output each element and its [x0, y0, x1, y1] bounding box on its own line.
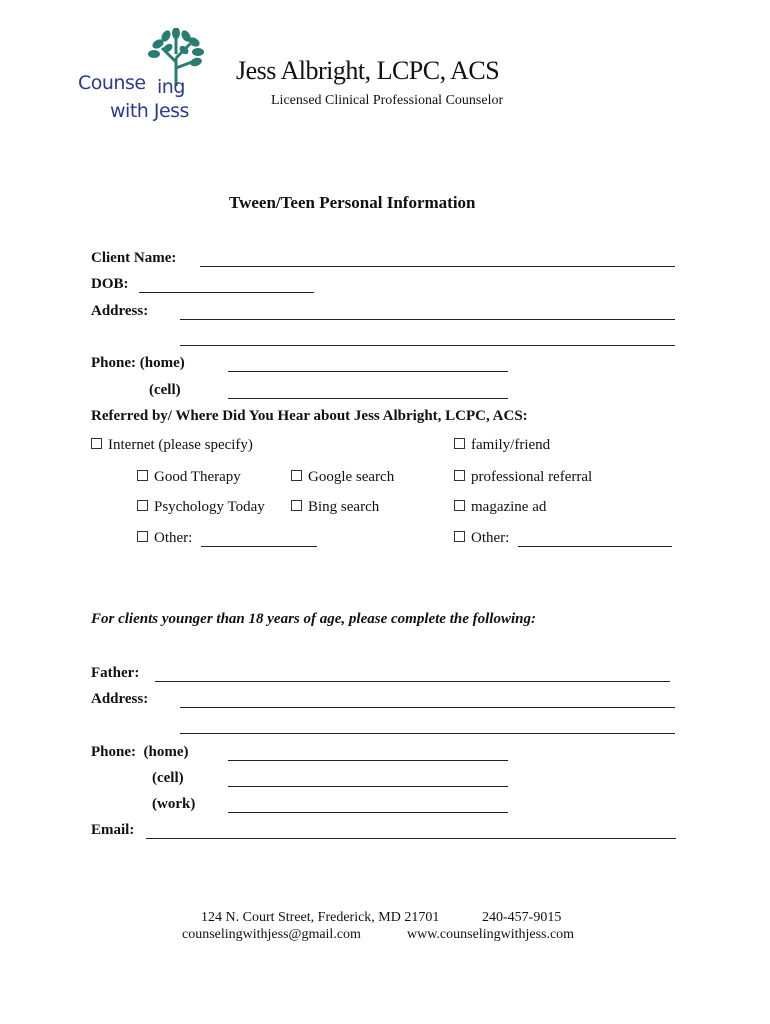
- phone-cell-field[interactable]: [228, 398, 508, 399]
- footer-address: 124 N. Court Street, Frederick, MD 21701: [201, 910, 440, 925]
- phone-home-label: Phone: (home): [91, 355, 185, 371]
- referral-option-google[interactable]: Google search: [291, 469, 394, 486]
- referral-option-magazine[interactable]: magazine ad: [454, 499, 546, 516]
- referral-option-professional[interactable]: professional referral: [454, 469, 592, 486]
- footer-phone: 240-457-9015: [482, 910, 562, 925]
- footer-email: counselingwithjess@gmail.com: [182, 927, 361, 942]
- referral-option-internet[interactable]: Internet (please specify): [91, 437, 253, 454]
- father-phone-cell-field[interactable]: [228, 786, 508, 787]
- father-email-field[interactable]: [146, 838, 676, 839]
- father-email-label: Email:: [91, 822, 135, 838]
- checkbox-icon[interactable]: [291, 470, 302, 481]
- referral-other-1-field[interactable]: [201, 546, 317, 547]
- client-name-label: Client Name:: [91, 250, 177, 266]
- father-address-field-line-2[interactable]: [180, 733, 675, 734]
- referral-option-psychology-today[interactable]: Psychology Today: [137, 499, 265, 516]
- logo-word-with-jess: with Jess: [110, 100, 189, 122]
- logo-word-counseling: Counse: [78, 72, 146, 94]
- referral-option-other-2[interactable]: Other:: [454, 530, 509, 547]
- father-phone-work-field[interactable]: [228, 812, 508, 813]
- checkbox-icon[interactable]: [454, 470, 465, 481]
- checkbox-icon[interactable]: [91, 438, 102, 449]
- father-address-field-line-1[interactable]: [180, 707, 675, 708]
- counselor-name: Jess Albright, LCPC, ACS: [236, 56, 500, 85]
- dob-label: DOB:: [91, 276, 129, 292]
- footer-website: www.counselingwithjess.com: [407, 927, 575, 942]
- checkbox-icon[interactable]: [137, 470, 148, 481]
- father-phone-home-label: Phone: (home): [91, 744, 189, 760]
- referral-option-family[interactable]: family/friend: [454, 437, 550, 454]
- address-field-line-2[interactable]: [180, 345, 675, 346]
- father-label: Father:: [91, 665, 140, 681]
- checkbox-icon[interactable]: [137, 500, 148, 511]
- phone-cell-label: (cell): [149, 382, 181, 398]
- father-phone-home-field[interactable]: [228, 760, 508, 761]
- minor-instructions: For clients younger than 18 years of age, please complete the following:: [91, 611, 536, 627]
- referral-option-bing[interactable]: Bing search: [291, 499, 379, 516]
- form-title: Tween/Teen Personal Information: [229, 193, 476, 212]
- counselor-credentials: Licensed Clinical Professional Counselor: [271, 93, 504, 108]
- checkbox-icon[interactable]: [454, 438, 465, 449]
- logo-word-ing: ing: [157, 76, 185, 98]
- logo: [78, 28, 218, 128]
- father-address-label: Address:: [91, 691, 149, 707]
- checkbox-icon[interactable]: [291, 500, 302, 511]
- checkbox-icon[interactable]: [454, 500, 465, 511]
- referral-other-2-field[interactable]: [518, 546, 672, 547]
- address-field-line-1[interactable]: [180, 319, 675, 320]
- father-phone-work-label: (work): [152, 796, 196, 812]
- address-label: Address:: [91, 303, 149, 319]
- father-field[interactable]: [155, 681, 670, 682]
- dob-field[interactable]: [139, 292, 314, 293]
- referral-label: Referred by/ Where Did You Hear about Jess Albright, LCPC, ACS:: [91, 408, 528, 424]
- phone-home-field[interactable]: [228, 371, 508, 372]
- father-phone-cell-label: (cell): [152, 770, 184, 786]
- checkbox-icon[interactable]: [454, 531, 465, 542]
- referral-option-other-1[interactable]: Other:: [137, 530, 192, 547]
- checkbox-icon[interactable]: [137, 531, 148, 542]
- referral-option-good-therapy[interactable]: Good Therapy: [137, 469, 241, 486]
- client-name-field[interactable]: [200, 266, 675, 267]
